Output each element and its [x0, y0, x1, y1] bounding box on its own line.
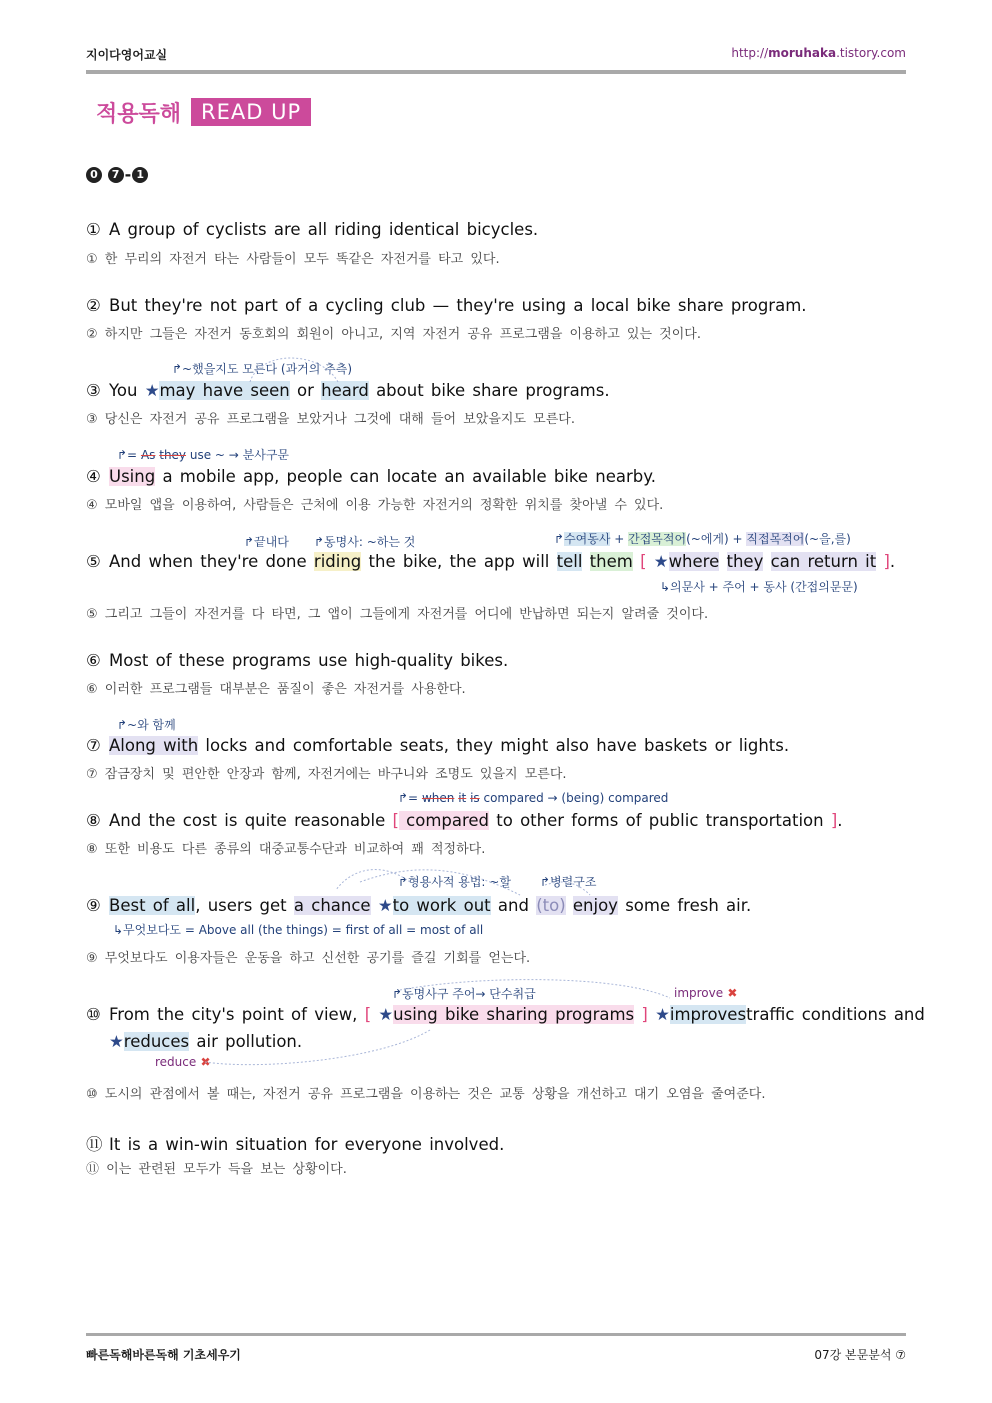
note-improve — [674, 986, 737, 1000]
note-struck-they: they — [159, 448, 187, 462]
text-span: And when they're — [109, 552, 266, 571]
sentence-4 — [86, 467, 656, 486]
translation-2: ② 하지만 그들은 자전거 동호회의 회원이 아니고, 지역 자전거 공유 프로그램을 이용하고 있는 것이다. — [86, 327, 701, 342]
translation-10: ⑩ 도시의 관점에서 볼 때는, 자전거 공유 프로그램을 이용하는 것은 교통 상황을 개선하고 대기 오염을 줄여준다. — [86, 1087, 766, 1102]
sentence-7 — [86, 736, 789, 755]
note-part: ↱= — [398, 791, 422, 805]
highlight-to: (to) — [536, 896, 566, 915]
note-along-with: ↱~와 함께 — [117, 718, 176, 732]
note-part: (~을,를) — [804, 532, 851, 546]
url-bold: moruhaka — [768, 46, 837, 60]
text-span — [582, 552, 589, 571]
text-span: some fresh air. — [617, 896, 752, 915]
highlight-best-of-all: Best of all — [109, 896, 196, 915]
note-struck-when: when — [421, 791, 455, 805]
title-en: READ UP — [191, 98, 311, 126]
text-span: . — [837, 811, 843, 830]
highlight-they: they — [726, 552, 764, 571]
page-title — [96, 98, 311, 126]
url-suffix: .tistory.com — [836, 46, 906, 60]
highlight-a-chance: a chance — [293, 896, 371, 915]
sentence-text: It is a win-win situation for everyone involved. — [109, 1135, 505, 1154]
text-span: locks and comfortable seats, they might also have baskets or lights. — [198, 736, 790, 755]
translation-5: ⑤ 그리고 그들이 자전거를 다 타면, 그 앱이 그들에게 자전거를 어디에 반납하면 되는지 알려줄 것이다. — [86, 607, 709, 622]
highlight-enjoy: enjoy — [572, 896, 618, 915]
translation-3: ③ 당신은 자전거 공유 프로그램을 보았거나 그것에 대해 들어 보았을지도 모른다. — [86, 412, 575, 427]
sentence-text: Most of these programs use high-quality bikes. — [109, 651, 509, 670]
sentence-5 — [86, 552, 895, 571]
note-adjective-use: ↱형용사적 용법: ~할 — [398, 875, 511, 889]
highlight-them: them — [589, 552, 633, 571]
url-prefix: http:// — [731, 46, 769, 60]
translation-8: ⑧ 또한 비용도 다른 종류의 대중교통수단과 비교하여 꽤 적정하다. — [86, 842, 486, 857]
sentence-6 — [86, 651, 508, 670]
highlight-may-have-seen: may have seen — [159, 381, 290, 400]
note-compared — [398, 791, 668, 805]
text-span: a mobile app, people can locate an available bike nearby. — [155, 467, 656, 486]
translation-9: ⑨ 무엇보다도 이용자들은 운동을 하고 신선한 공기를 즐길 기회를 얻는다. — [86, 951, 531, 966]
text-span: , users get — [195, 896, 294, 915]
sentence-number: ⑪ — [86, 1135, 103, 1154]
sentence-8 — [86, 811, 843, 830]
sentence-number: ⑤ — [86, 552, 101, 571]
note-part: reduce — [155, 1055, 197, 1069]
note-struck-as: As — [140, 448, 156, 462]
highlight-can-return-it: can return it — [770, 552, 877, 571]
text-span — [307, 552, 314, 571]
sentence-number: ① — [86, 220, 101, 239]
star-mark: ★ — [109, 1032, 124, 1051]
text-span: You — [109, 381, 145, 400]
section-code — [86, 164, 148, 184]
footer-left: 빠른독해바른독해 기초세우기 — [86, 1348, 241, 1362]
highlight-where: where — [668, 552, 720, 571]
sentence-number: ⑩ — [86, 1005, 101, 1024]
bracket-close: ] — [634, 1005, 648, 1024]
sentence-2 — [86, 296, 807, 315]
title-ko: 적용독해 — [96, 101, 182, 127]
note-part: 간접목적어 — [628, 532, 687, 546]
bracket-open: [ — [364, 1005, 372, 1024]
note-part: + — [610, 532, 629, 546]
highlight-to-work-out: to work out — [392, 896, 491, 915]
text-span: . — [889, 552, 896, 571]
sentence-number: ⑧ — [86, 811, 101, 830]
note-using — [117, 446, 289, 463]
text-span — [763, 552, 770, 571]
highlight-heard: heard — [321, 381, 369, 400]
translation-6: ⑥ 이러한 프로그램들 대부분은 품질이 좋은 자전거를 사용한다. — [86, 682, 466, 697]
translation-11: ⑪ 이는 관련된 모두가 득을 보는 상황이다. — [86, 1162, 347, 1177]
bracket-open: [ — [392, 811, 399, 830]
note-part: use ~ → 분사구문 — [186, 448, 290, 462]
note-part: ↱ — [554, 532, 565, 546]
sentence-text: But they're not part of a cycling club — they're using a local bike share program. — [109, 296, 807, 315]
bracket-close: ] — [823, 811, 838, 830]
text-span — [371, 896, 378, 915]
code-circle-b: 7 — [108, 167, 124, 183]
text-span: From the city's point of view, — [109, 1005, 365, 1024]
text-span: traffic conditions and — [746, 1005, 925, 1024]
note-gerund-subject: ↱동명사구 주어→ 단수취급 — [392, 987, 536, 1001]
highlight-tell: tell — [556, 552, 583, 571]
sentence-9 — [86, 896, 751, 915]
note-where: ↳의문사 + 주어 + 동사 (간접의문문) — [660, 580, 858, 594]
highlight-improves: improves — [669, 1005, 747, 1024]
sentence-number: ⑥ — [86, 651, 101, 670]
text-span: And the cost is quite reasonable — [109, 811, 393, 830]
sentence-text: A group of cyclists are all riding identical bicycles. — [109, 220, 539, 239]
text-span: to other forms of public transportation — [489, 811, 824, 830]
highlight-compared: compared — [398, 811, 490, 830]
note-part: 수여동사 — [564, 532, 611, 546]
translation-7: ⑦ 잠금장치 및 편안한 안장과 함께, 자전거에는 바구니와 조명도 있을지 모른다. — [86, 767, 567, 782]
bracket-close: ] — [876, 552, 890, 571]
header-url[interactable] — [731, 46, 906, 60]
note-reduce — [155, 1055, 211, 1069]
highlight-riding: riding — [313, 552, 362, 571]
sentence-3 — [86, 381, 610, 400]
note-tell — [554, 530, 851, 547]
translation-4: ④ 모바일 앱을 이용하여, 사람들은 근처에 이용 가능한 자전거의 정확한 위치를 찾아낼 수 있다. — [86, 498, 664, 513]
note-riding: ↱동명사: ~하는 것 — [314, 535, 416, 549]
wrong-icon: ✖ — [196, 1055, 211, 1069]
sentence-number: ③ — [86, 381, 101, 400]
header-left: 지이다영어교실 — [86, 48, 168, 62]
star-mark: ★ — [655, 1005, 670, 1024]
note-part: improve — [674, 986, 724, 1000]
note-done: ↱끝내다 — [244, 535, 289, 549]
highlight-using: Using — [109, 467, 156, 486]
star-mark: ★ — [377, 896, 393, 915]
translation-1: ① 한 무리의 자전거 타는 사람들이 모두 똑같은 자전거를 타고 있다. — [86, 252, 500, 267]
sentence-10-line-2 — [109, 1032, 302, 1051]
star-mark: ★ — [646, 552, 669, 571]
sentence-number: ⑦ — [86, 736, 101, 755]
footer-right: 07강 본문분석 ⑦ — [814, 1348, 906, 1362]
code-circle-a: 0 — [86, 167, 102, 183]
highlight-using-programs: using bike sharing programs — [393, 1005, 635, 1024]
note-best-of-all: ↳무엇보다도 = Above all (the things) = first of all = most of all — [113, 923, 484, 937]
code-dash: - — [124, 165, 132, 184]
note-may-have-seen: ↱~했을지도 모른다 (과거의 추측) — [172, 362, 353, 376]
note-part: (~에게) + — [686, 532, 747, 546]
text-span — [633, 552, 640, 571]
code-circle-c: 1 — [132, 167, 148, 183]
text-span — [648, 1005, 655, 1024]
note-struck-is: is — [470, 791, 480, 805]
text-span: and — [490, 896, 537, 915]
note-part: ↱= — [117, 448, 141, 462]
sentence-11 — [86, 1131, 504, 1155]
note-struck-it: it — [458, 791, 467, 805]
wrong-icon: ✖ — [723, 986, 738, 1000]
bracket-open: [ — [640, 552, 647, 571]
sentence-number: ② — [86, 296, 101, 315]
text-span: the bike, the app will — [361, 552, 557, 571]
header-rule — [86, 70, 906, 74]
highlight-along-with: Along with — [109, 736, 199, 755]
note-parallel: ↱병렬구조 — [540, 875, 597, 889]
note-part: compared → (being) compared — [479, 791, 669, 805]
text-span — [719, 552, 726, 571]
text-span: or — [289, 381, 322, 400]
sentence-1 — [86, 220, 538, 239]
star-mark: ★ — [371, 1005, 394, 1024]
highlight-reduces: reduces — [123, 1032, 190, 1051]
text-span: air pollution. — [189, 1032, 303, 1051]
star-mark: ★ — [144, 381, 160, 400]
footer-rule — [86, 1333, 906, 1336]
text-span — [566, 896, 573, 915]
sentence-number: ⑨ — [86, 896, 101, 915]
text-span: about bike share programs. — [368, 381, 610, 400]
note-part: 직접목적어 — [746, 532, 805, 546]
sentence-10 — [86, 1005, 925, 1024]
word-done: done — [265, 552, 307, 571]
sentence-number: ④ — [86, 467, 101, 486]
